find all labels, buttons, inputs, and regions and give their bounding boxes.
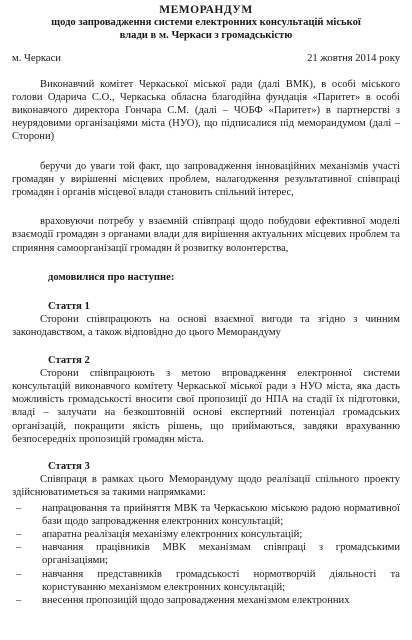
article-3-text: Співпраця в рамках цього Меморандуму щодо реалізації спільного проекту здійснюватиметься за такими напрямками: — [12, 474, 400, 499]
document-subtitle — [12, 17, 400, 42]
subtitle-line-2: влади в м. Черкаси з громадськістю — [119, 29, 293, 41]
article-3-title: Стаття 3 — [48, 461, 90, 473]
dash-bullet: – — [16, 502, 22, 514]
list-item: – внесення пропозицій щодо запровадження механізмом електронних — [16, 595, 350, 607]
article-2-text: Сторони співпрацюють з метою впровадження електронної системи консультацій виконавчого комітету Черкаської міської ради з НУО міста, яка дасть можливість громадськості вносити свої пропозиції до НПА на стадії їх підготовки, владі – залучати на безкоштовній основі експертний потенціал громадських організацій, покращити якість рішень, що приймаються, завдяки врахуванню безпосередніх пропозицій громадян міста. — [12, 367, 400, 445]
list-item: – навчання працівників МВК механізмам співпраці з громадськими організаціями; — [16, 542, 400, 567]
dash-bullet: – — [16, 542, 22, 554]
date: 21 жовтня 2014 року — [307, 53, 400, 65]
agreed-label: домовилися про наступне: — [48, 271, 175, 283]
dash-bullet: – — [16, 568, 22, 580]
article-1-title: Стаття 1 — [48, 301, 90, 313]
preamble-considering: беручи до уваги той факт, що запровадження інноваційних механізмів участі громадян у вирішенні місцевих проблем, налагодження результативної співпраці громадян і органів місцевої влади становить спільний інтерес, — [12, 160, 400, 199]
dash-bullet: – — [16, 529, 22, 541]
place-date-row — [12, 52, 400, 65]
list-item: – навчання представників громадськості нормотворчій діяльності та користуванню механізмом електронних консультацій; — [16, 568, 400, 593]
list-item: – напрацювання та прийняття МВК та Черкаською міською радою нормативної бази щодо запровадження електронних консультацій; — [16, 502, 400, 527]
article-1-text: Сторони співпрацюють на основі взаємної вигоди та згідно з чинним законодавством, а також відповідно до цього Меморандуму — [12, 314, 400, 339]
preamble-recognizing: враховуючи потребу у взаємній співпраці щодо побудови ефективної моделі взаємодії громадян з органами влади для вирішення актуальних місцевих проблем та сприяння самоорганізації громадян й розвитку волонтерства, — [12, 216, 400, 254]
directions-list — [12, 502, 400, 608]
dash-bullet: – — [16, 595, 22, 607]
list-item: – апаратна реалізація механізму електронних консультацій; — [16, 529, 303, 541]
city: м. Черкаси — [12, 53, 61, 65]
preamble-parties: Виконавчий комітет Черкаської міської ради (далі ВМК), в особі міського голови Одарича С.О., Черкаська обласна благодійна фундація «Паритет» в особі виконавчого директора Гончара С.М. (далі – ЧОБФ «Паритет») в партнерстві з неурядовими організаціями міста (НУО), що підписалися під меморандумом (далі – Сторони) — [12, 78, 400, 143]
document-title: МЕМОРАНДУМ — [159, 4, 253, 16]
article-2-title: Стаття 2 — [48, 354, 90, 366]
subtitle-line-1: щодо запровадження системи електронних консультацій міської — [51, 17, 361, 29]
